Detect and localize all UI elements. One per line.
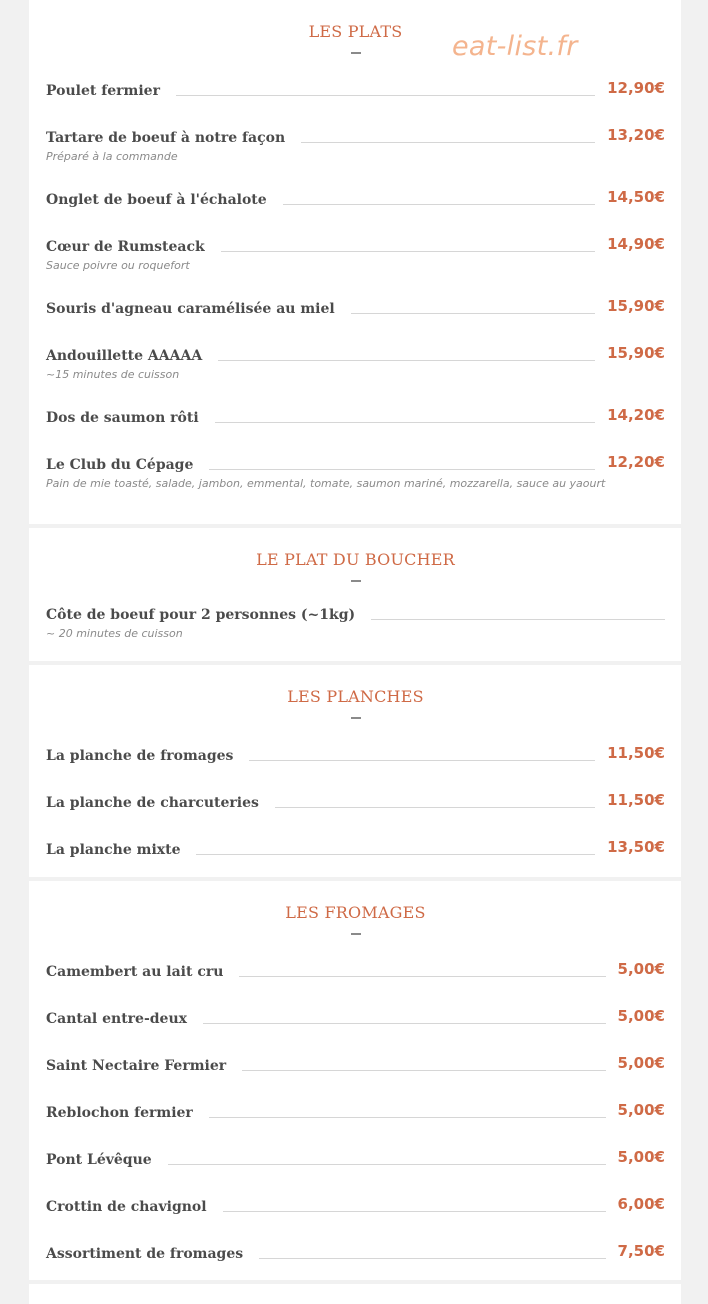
item-name: Tartare de boeuf à notre façon [46,130,286,146]
item-name: Reblochon fermier [46,1105,193,1121]
dotted-leader [275,807,595,808]
item-description: Pain de mie toasté, salade, jambon, emmental, tomate, saumon mariné, mozzarella, sauce au yaourt [46,477,606,490]
dotted-leader [239,976,605,977]
dotted-leader [283,204,595,205]
item-price: 5,00€ [617,1148,665,1166]
item-name: La planche mixte [46,842,181,858]
item-name: Dos de saumon rôti [46,410,199,426]
item-description: ~ 20 minutes de cuisson [46,627,183,640]
menu-item [46,838,665,859]
section-title: LE PLAT DU BOUCHER [256,550,455,569]
section-le-plat-du-boucher [29,528,681,661]
section-les-fromages [29,881,681,1280]
dotted-leader [351,313,595,314]
menu-item [46,1148,665,1169]
item-name: Assortiment de fromages [46,1246,244,1262]
watermark: eat-list.fr [452,31,578,62]
item-name: Onglet de boeuf à l'échalote [46,192,267,208]
item-price: 11,50€ [607,791,665,809]
menu-item [46,235,665,273]
item-price: 5,00€ [617,1101,665,1119]
title-divider [351,580,361,582]
menu-item [46,79,665,100]
item-name: Côte de boeuf pour 2 personnes (~1kg) [46,607,356,623]
dotted-leader [168,1164,606,1165]
menu-item [46,1242,665,1263]
item-name: Cantal entre-deux [46,1011,187,1027]
dotted-leader [223,1211,606,1212]
item-price: 14,50€ [607,188,665,206]
dotted-leader [209,469,595,470]
dotted-leader [249,760,595,761]
dotted-leader [221,251,595,252]
menu-item [46,297,665,318]
menu-item [46,960,665,981]
menu-item [46,1054,665,1075]
dotted-leader [203,1023,606,1024]
item-name: Camembert au lait cru [46,964,224,980]
item-price: 6,00€ [617,1195,665,1213]
dotted-leader [196,854,595,855]
menu-item [46,791,665,812]
title-divider [351,933,361,935]
item-name: Cœur de Rumsteack [46,239,205,255]
item-price: 12,20€ [607,453,665,471]
item-name: Souris d'agneau caramélisée au miel [46,301,335,317]
section-title: LES FROMAGES [285,903,426,922]
section-title: LES PLANCHES [287,687,424,706]
menu-item [46,606,665,641]
item-name: Pont Lévêque [46,1152,152,1168]
section-les-plats [29,0,681,524]
dotted-leader [218,360,595,361]
dotted-leader [176,95,595,96]
item-description: Sauce poivre ou roquefort [46,259,190,272]
item-price: 5,00€ [617,960,665,978]
menu-item [46,126,665,164]
menu-item [46,188,665,209]
next-section-edge [29,1284,681,1304]
item-name: Andouillette AAAAA [46,348,203,364]
item-name: Le Club du Cépage [46,457,194,473]
dotted-leader [242,1070,605,1071]
item-price: 15,90€ [607,344,665,362]
item-price: 12,90€ [607,79,665,97]
item-name: La planche de fromages [46,748,234,764]
item-name: Poulet fermier [46,83,160,99]
item-price: 14,90€ [607,235,665,253]
item-price: 13,20€ [607,126,665,144]
item-price: 5,00€ [617,1054,665,1072]
dotted-leader [215,422,595,423]
menu-item [46,1195,665,1216]
item-price: 14,20€ [607,406,665,424]
item-description: Préparé à la commande [46,150,178,163]
section-les-planches [29,665,681,877]
section-title: LES PLATS [308,22,403,41]
menu-item [46,1101,665,1122]
menu-item [46,744,665,765]
item-price: 5,00€ [617,1007,665,1025]
title-divider [351,52,361,54]
dotted-leader [371,619,665,620]
item-name: La planche de charcuteries [46,795,259,811]
item-price: 13,50€ [607,838,665,856]
menu-item [46,406,665,427]
item-price: 15,90€ [607,297,665,315]
item-price: 11,50€ [607,744,665,762]
item-name: Crottin de chavignol [46,1199,207,1215]
dotted-leader [259,1258,605,1259]
item-name: Saint Nectaire Fermier [46,1058,227,1074]
item-description: ~15 minutes de cuisson [46,368,180,381]
menu-item [46,344,665,382]
title-divider [351,717,361,719]
dotted-leader [209,1117,606,1118]
menu-item [46,453,665,491]
menu-item [46,1007,665,1028]
menu-page [29,0,681,1304]
dotted-leader [301,142,595,143]
item-price: 7,50€ [617,1242,665,1260]
